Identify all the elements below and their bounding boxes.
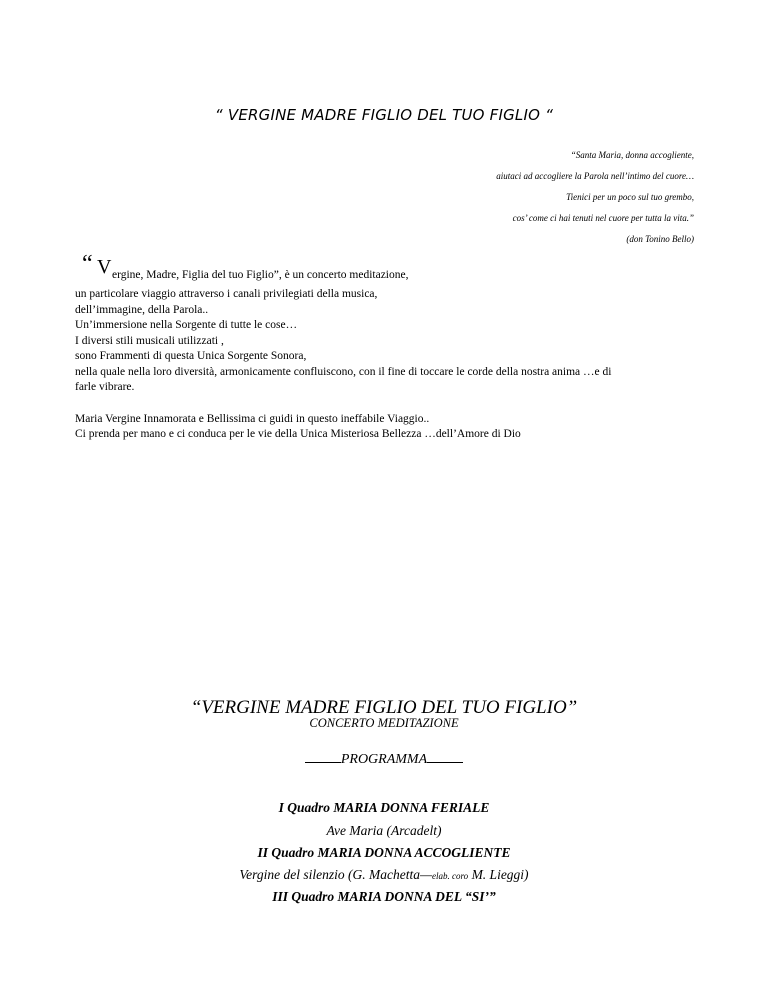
program-quadro-3: III Quadro MARIA DONNA DEL “SI’”: [272, 889, 496, 904]
program-piece-2: [0, 867, 768, 883]
program-quadro-2: II Quadro MARIA DONNA ACCOGLIENTE: [257, 845, 511, 860]
program-piece-1: Ave Maria (Arcadelt): [326, 823, 442, 838]
dropcap-letter: V: [97, 256, 112, 278]
intro-line: Un’immersione nella Sorgente di tutte le cose…: [75, 319, 298, 331]
concert-title: “VERGINE MADRE FIGLIO DEL TUO FIGLIO”: [190, 697, 578, 718]
intro-line: Maria Vergine Innamorata e Bellissima ci guidi in questo ineffabile Viaggio..: [75, 412, 430, 425]
intro-line: Ci prenda per mano e ci conduca per le vie della Unica Misteriosa Bellezza …dell’Amore di Dio: [75, 428, 521, 440]
heading-rule-right: [427, 752, 463, 763]
epigraph-line: “Santa Maria, donna accogliente,: [570, 150, 694, 160]
program-piece-2-note: elab. coro: [432, 871, 469, 881]
intro-first-line: [75, 251, 705, 287]
program-heading: [0, 752, 768, 768]
epigraph-line: aiutaci ad accogliere la Parola nell’intimo del cuore…: [496, 171, 694, 181]
intro-line: nella quale nella loro diversità, armonicamente confluiscono, con il fine di toccare le corde della nostra anima …e di: [75, 365, 612, 378]
dropcap-quote: “: [82, 251, 93, 277]
intro-paragraph-2: [75, 412, 705, 443]
program-piece-2-b: M. Lieggi): [468, 867, 529, 882]
intro-first-line-text: ergine, Madre, Figlia del tuo Figlio”, è un concerto meditazione,: [112, 269, 409, 281]
concert-subtitle: CONCERTO MEDITAZIONE: [309, 716, 459, 730]
program-piece-2-a: Vergine del silenzio (G. Machetta—: [239, 867, 433, 882]
epigraph-author: (don Tonino Bello): [626, 234, 694, 244]
intro-line: farle vibrare.: [75, 381, 135, 393]
heading-rule-left: [305, 752, 341, 763]
intro-line: I diversi stili musicali utilizzati ,: [75, 334, 224, 347]
header-title: “ VERGINE MADRE FIGLIO DEL TUO FIGLIO “: [214, 106, 554, 124]
epigraph-line: Tienici per un poco sul tuo grembo,: [566, 192, 694, 202]
intro-text: [75, 251, 705, 443]
program-quadro-1: I Quadro MARIA DONNA FERIALE: [278, 800, 490, 815]
intro-line: un particolare viaggio attraverso i canali privilegiati della musica,: [75, 288, 378, 300]
intro-line: sono Frammenti di questa Unica Sorgente Sonora,: [75, 350, 307, 362]
epigraph: [496, 148, 694, 253]
epigraph-line: cos’ come ci hai tenuti nel cuore per tutta la vita.”: [512, 213, 694, 223]
program-heading-text: PROGRAMMA: [340, 752, 428, 767]
intro-line: dell’immagine, della Parola..: [75, 303, 209, 316]
